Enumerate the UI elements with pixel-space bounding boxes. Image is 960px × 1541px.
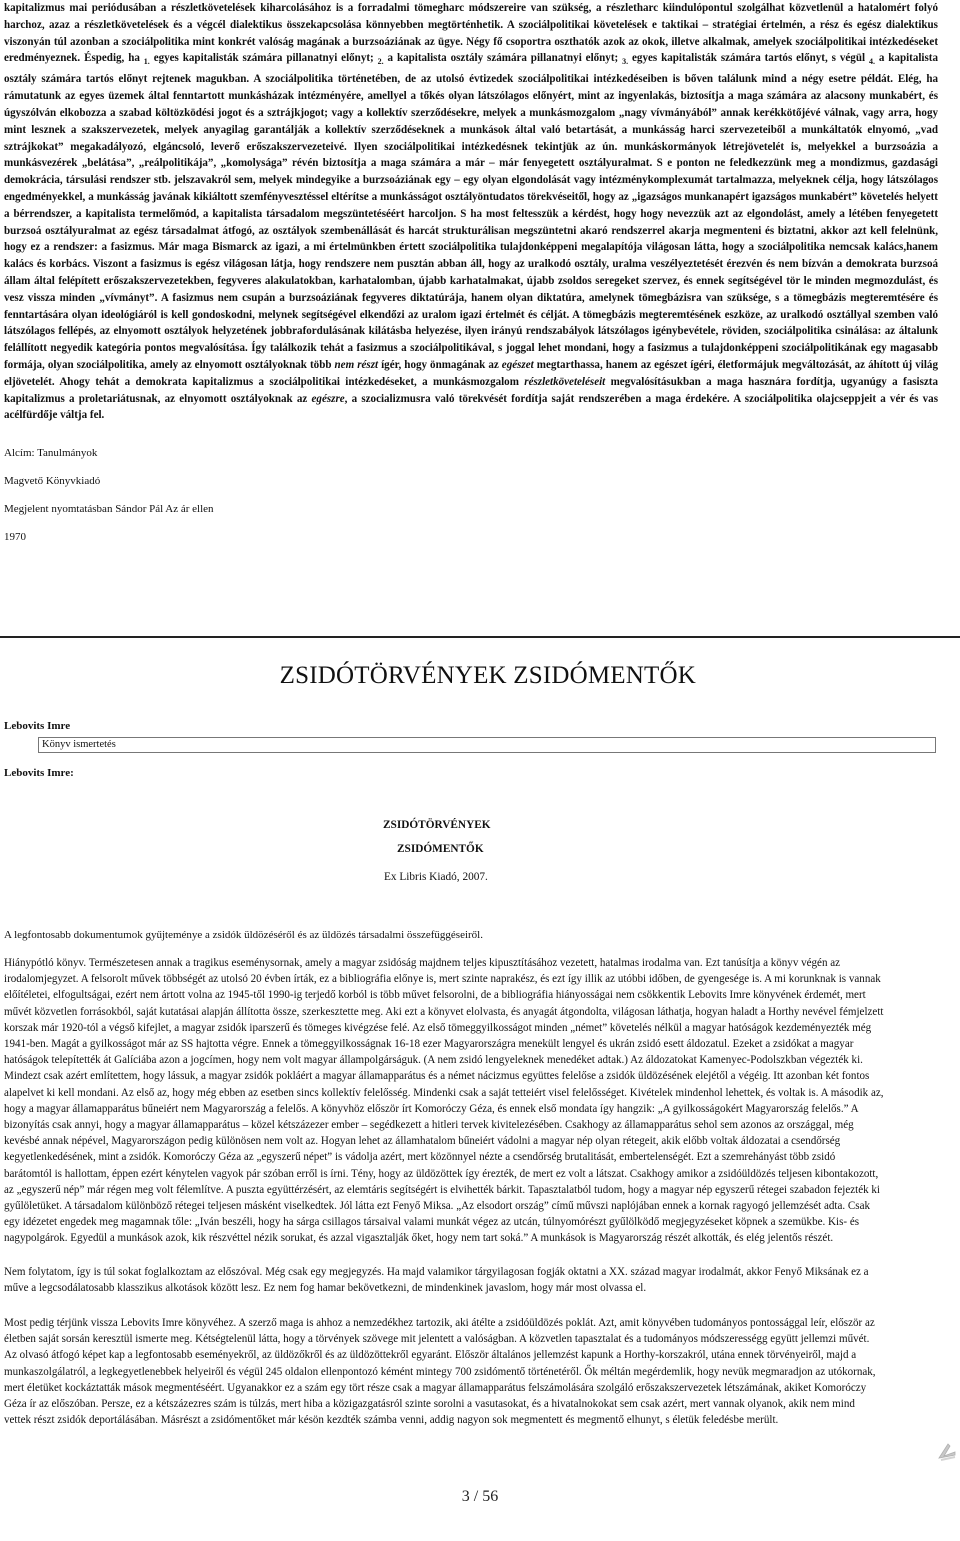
- colophon-publisher: Magvető Könyvkiadó: [4, 475, 101, 487]
- top-paragraph-segment: kapitalizmus mai periódusában a részletkövetelések kiharcolásához is a forradalmi tömegharc módszereire van szükség, a részletharc kiindulópontul szolgálhat közvetlenül a hatalomért folyó harchoz, azaz a részletkövetelések és a végcél dialektikus összekapcsolása könnyebben megtörténhetik. A szociálpolitikai követelések e taktikai – stratégiai értelmén, a rész és egész dialektikus viszonyán túl azonban a szociálpolitika mint konkrét valóság magának a burzsoáziának az ügye. Négy fő csoportra oszthatók azok az okok, illetve alkalmak, amelyek szociálpolitikai intézkedéseket eredményeznek. Éspedig, ha: [4, 2, 938, 65]
- top-paragraph-segment: megvalósításukban a maga hasznára fordítja, ugyanúgy a fasiszta kapitalizmus a proletariátusnak, az elnyomott osztályoknak az: [4, 375, 938, 405]
- top-paragraph-segment: egészet: [501, 358, 534, 371]
- top-paragraph-segment: részletköveteléseit: [524, 375, 606, 388]
- top-paragraph-segment: nem részt: [334, 358, 379, 371]
- top-paragraph-segment: 3.: [622, 57, 629, 67]
- top-paragraph-segment: 2.: [377, 57, 384, 67]
- section-divider: [0, 636, 960, 638]
- next-page-arrow-icon[interactable]: [936, 1437, 958, 1465]
- book-publisher: Ex Libris Kiadó, 2007.: [384, 871, 488, 883]
- top-paragraph-segment: egészre: [311, 392, 345, 405]
- article-subhead: A legfontosabb dokumentumok gyűjteménye a zsidók üldözéséről és az üldözés társadalmi összefüggéseiről.: [4, 929, 483, 941]
- book-title-line2: ZSIDÓMENTŐK: [397, 843, 484, 855]
- article-paragraph-2: Nem folytatom, így is túl sokat foglalkoztam az előszóval. Még csak egy megjegyzés. Ha majd valamikor tárgyilagosan fogják oktatni a XX. század magyar irodalmát, akkor Fenyő Miksának ez a műve a legcsodálatosabb klasszikus alkotások között lesz. Ez nem fog hamar bekövetkezni, de mindenkinek javaslom, hogy már most olvassa el.: [4, 1266, 869, 1295]
- colophon-printing: Megjelent nyomtatásban Sándor Pál Az ár ellen: [4, 503, 214, 515]
- top-paragraph-segment: , a szocializmusra való törekvését fordítja saját rendszerében a maga érdekére. A szociálpolitika olajcseppjeit a vér és vas acélfürdője váltja fel.: [4, 392, 938, 422]
- top-paragraph-segment: a kapitalista osztály számára pillanatnyi előnyt;: [383, 52, 623, 65]
- page-indicator: 3 / 56: [461, 1488, 499, 1505]
- top-paragraph: [4, 0, 938, 424]
- article-paragraph-3: Most pedig térjünk vissza Lebovits Imre könyvéhez. A szerző maga is ahhoz a nemzedékhez tartozik, aki átélte a zsidóüldözés poklát. Azt, amit könyvében tudományos pontossággal leír, először az életben saját sorsán keresztül ismerte meg. Kétségtelenül látta, hogy a törvények szövege mit jelentett a valóságban. A közvetlen tapasztalat és a tudományos módszerességg együtt jellemzi művét. Az olvasó átfogó képet kap a legfontosabb eseményekről, az üldözőkről és az üldözöttekről egyaránt. Először általános jellemzést kapunk a Horthy-korszakról, utána ennek törvényeiről, majd a munkaszolgálatról, a legkegyetlenebbek helyeiről és végül 245 oldalon ellenpontozó kémént mintegy 700 zsidómentő történetéről. Ők méltán megérdemlik, hogy nevük megmaradjon az utókornak, mert életüket kockáztatták mások megmentéséért. Ugyanakkor ez a szám egy tört része csak a magyar államapparátus felszámolására szolgáló erőszakszervezetek létszámának, akiket Komoróczy Géza ír az előszóban. Persze, ez a kétszázezres szám is túlzás, mert hiba a közigazgatásról szinte sorolni a vasutasokat, és a hivatalnokokat sem csak azért, mert vannak olyanok, akik nem mind vettek részt zsidók deportálásában. Másrészt a zsidómentőket már késön kezdték számba venni, addig nagyon sok megmentett és megmentő elhunyt, s életük feledésbe merült.: [4, 1317, 876, 1427]
- review-category-box: Könyv ismertetés: [38, 737, 936, 753]
- colophon-year: 1970: [4, 531, 26, 543]
- author-label-colon: Lebovits Imre:: [4, 767, 74, 779]
- book-title-line1: ZSIDÓTÖRVÉNYEK: [383, 819, 491, 831]
- author-label: Lebovits Imre: [4, 720, 71, 732]
- top-paragraph-segment: egyes kapitalisták számára tartós előnyt, s végül: [628, 52, 869, 65]
- top-paragraph-segment: a kapitalista osztály számára tartós előnyt rejtenek magukban. A szociálpolitika történetében, de az utolsó évtizedek szociálpolitikai intézkedéseiben is bőven találunk mind a négy esetre példát. Elég, ha rámutatunk az egyes üzemek által fenntartott munkásházak intézményére, amellyel a tőkés olyan látszólagos előnyért, mint az ingyenlakás, biztosítja a maga számára az alacsony munkabért, és úgyszólván elkobozza a szabad költözködési jogot és a sztrájkjogot; vagy a kollektív szerződésekre, melyek a munkásmozgalom „nagy vívmányából” annak kerékkötőjévé válnak, vagy arra, hogy mint lesznek a szakszervezetek, melyek anyagilag garantálják a kollektív szerződéseknek a munkások által való betartását, a munkásság harci szervezeteiből a munkáltatók elnyomó, „vad sztrájkokat” megakadályozó, elgáncsoló, leverő erőszakszervezeteivé. Ilyen szociálpolitikai intézkedésnek tekintjük az ún. munkáskormányok létrejövetelét is, melyekkel a burzsoázia a munkásvezérek „belátása”, „reálpolitikája”, „komolysága” révén biztosítja a maga számára a már – már fenyegetett osztályuralmat. S e ponton ne feledkezzünk meg a mondizmus, gazdasági demokrácia, társulási rendszer stb. jelszavakról sem, melyek mindegyike a burzsoáziának egy – egy olyan elgondolását vagy intézménykomplexumát tartalmazza, melyeknek célja, hogy látszólagos engedményekkel, a munkásság javának kikiáltott szemfényvesztéssel eltérítse a munkásságot osztályöntudatos törekvéseitől, hogy az „igazságos munkanapért igazságos munkabért” követelés helyett a bérrendszer, a kapitalista termelőmód, a kapitalista társadalom megszüntetéséért harcoljon. S ha most feltesszük a kérdést, hogy hogy nevezzük azt az elgondolást, amely a létében fenyegetett burzsoá osztályuralmat az egész társadalmat átfogó, az osztályok szembenállását és harcát strukturálisan megszüntetni akaró rendszerrel akarja megmenteni és biztatni, akkor azt kell felelnünk, hogy ez a rendszer: a fasizmus. Már maga Bismarck az igazi, a mi értelmünkben értett szociálpolitika tulajdonképpeni megalapítója világosan látta, hogy a szociálpolitika nemcsak kalács,hanem kalács és korbács. Viszont a fasizmus is egész világosan látja, hogy rendszere nem pusztán abban áll, hogy az uralkodó osztály, uralma veszélyeztetését érezvén és nem bízván a demokrata burzsoá állam által felépített erőszakszervezetekben, fegyveres alakulatokban, karhatalomban, újabb karhatalmakat, újabb zsoldos seregeket szervez, és ennek segítségével tör le minden megmozdulást, és vesz vissza minden „vívmányt”. A fasizmus nem csupán a burzsoáziának fegyveres diktatúrája, hanem olyan diktatúra, amelynek tömegbázisra van szüksége, s a tömegbázis megteremtésére és fenntartására olyan ideológiáról is kell gondoskodni, melynek segítségével elkendőzi az uralom igazi értelmét és célját. A tömegbázis megteremtésének eszköze, az uralkodó osztállyal szemben való látszólagos fellépés, az elnyomott osztályok helyzetének jobbrafordulásának kilátásba helyezése, ilyen irányú rendszabályok látszólagos igénybevétele, röviden, szociálpolitika csinálása: az általunk felállított negyedik kategória pontos megvalósítása. Így találkozik tehát a fasizmus a szociálpolitikával, s joggal lehet mondani, hogy a fasizmus a tulajdonképpeni szociálpolitikának egy magasabb formája, olyan szociálpolitika, amely az elnyomott osztályoknak több: [4, 52, 938, 371]
- top-paragraph-segment: egyes kapitalisták számára pillanatnyi előnyt;: [149, 52, 378, 65]
- colophon-subtitle: Alcím: Tanulmányok: [4, 447, 98, 459]
- article-paragraph-1: Hiánypótló könyv. Természetesen annak a tragikus eseménysornak, amely a magyar zsidóság majdnem teljes kipusztításához vezetett, hatalmas irodalma van. Ezt tanúsítja a könyv végén az irodalomjegyzet. A felsorolt művek többségét az utolsó 20 évben írták, ez a bibliográfia előnye is, mert szinte naprakész, és ezt így illik az utóbbi időben, de gyengesége is. A mi korunknak is vannak előítéletei, elfogultságai, ezért nem ártott volna az 1945-től 1990-ig terjedő korból is több művet felsorolni, de a bibliográfia hiányosságai nem csökkentik Lebovits Imre könyvének érdemét, mert művét közvetlen forrásokból, saját kutatásai alapján állította össze, szerkesztette meg. Aki ezt a könyvet elolvasta, és anyagát átgondolta, világosan láthatja, hogyan haladt a Horthy nevével fémjelzett korszak már 1920-tól a végső kifejlet, a magyar zsidók iparszerű és tömeges kivégzése felé. Az első tömeggyilkosságot minden „német” követelés nélkül a magyar hatóságok kezdeményezték még 1941-ben. Magát a gyilkosságot már az SS hajtotta végre. Ennek a tömeggyilkosságnak 16-18 ezer Magyarországra menekült lengyel és ukrán zsidó esett áldozatul. Ezeket a zsidókat a magyar hatóságok telepítették át Galíciába azon a jogcímen, hogy nem volt magyar állampolgárságuk. (A nem zsidó lengyeleknek menedéket adtak.) Az áldozatokat Kamenyec-Podolszkban végezték ki. Mindezt csak azért említettem, hogy lássuk, a magyar zsidók pokláért a magyar államapparátus és a német nácizmus együttes felelőse a zsidók üldözésének elejétől a végéig. Itt azonban két fontos alapelvet ki kell mondani. Az első az, hogy még ebben az esetben sincs kollektív felelősség. Mindenki csak a saját tetteiért visel felelősséget. Kivételek mindenhol lehettek, és voltak is. A második az, hogy a magyar államapparátus bűneiért nem Magyarország a felelős. A könyvhöz először írt Komoróczy Géza, és ennek első mondata így hangzik: „A gyilkosságokért Magyarország felelős.” A bizonyítás csak annyi, hogy a magyar államapparátus – közel kétszázezer ember – segédkezett a hitleri tervek kivitelezésében. Csakhogy az államapparátus sehol sem azonos az országgal, még kevésbé annak népével, Magyarországon pedig különösen nem volt az. Hogyan lehet az államhatalom bűneiért vádolni a magyar nép olyan rétegeit, akik előbb voltak áldozatai a csendőrség kegyetlenkedésének, mint a zsidók. Komoróczy Géza az „egyszerű népet” is vádolja azért, mert közönnyel nézte a csendőrség brutalitását, embertelenségét. Ezt a szemrehányást több zsidó barátomtól is hallottam, éppen ezért kénytelen vagyok pár szóban erről is írni. Tény, hogy az üldözöttek így érezték, de mert ez volt a látszat. Csakhogy amikor a zsidóüldözés teljesen kibontakozott, az „egyszerű nép” már régen meg volt félemlítve. A puszta együttérzésért, az elemtáris segítségért is elvihették bárkit. Tapasztalatból tudom, hogy a magyar nép egyszerű rétegei szabadon fejezték ki gyűlöletüket. A társadalom különböző rétegei teljesen másként viselkedtek. Jól látta ezt Fenyő Miksa. „Az elsodort ország” című művszi naplójában ennek a kornak ragyogó jellemzését adta. Csak egy idézetet engedek meg magamnak tőle: „Iván beszéli, hogy ha sárga csillagos társaival valami munkát végez az utcán, túlnyomórészt gyűlölködő megjegyzéseket köpnek a szemükbe. Kis- és nagypolgárok. Egyedül a munkások azok, kik részvéttel nézik sorukat, és azzal vigasztalják őket, hogy nem tart soká.” A munkások is Magyarország részét alkották, és elég jelentős részét.: [4, 957, 884, 1245]
- top-paragraph-segment: 1.: [143, 57, 150, 67]
- top-paragraph-segment: 4.: [868, 57, 875, 67]
- top-paragraph-segment: ígér, hogy önmagának az: [378, 358, 502, 371]
- top-paragraph-segment: megtarthassa, hanem az egészet ígéri, életformájuk megváltozását, az áhított új világ eljövetelét. Ahogy tehát a demokrata kapitalizmus a szociálpolitikai intézkedéseket, a munkásmozgalom: [4, 358, 938, 388]
- article-heading: ZSIDÓTÖRVÉNYEK ZSIDÓMENTŐK: [279, 662, 696, 689]
